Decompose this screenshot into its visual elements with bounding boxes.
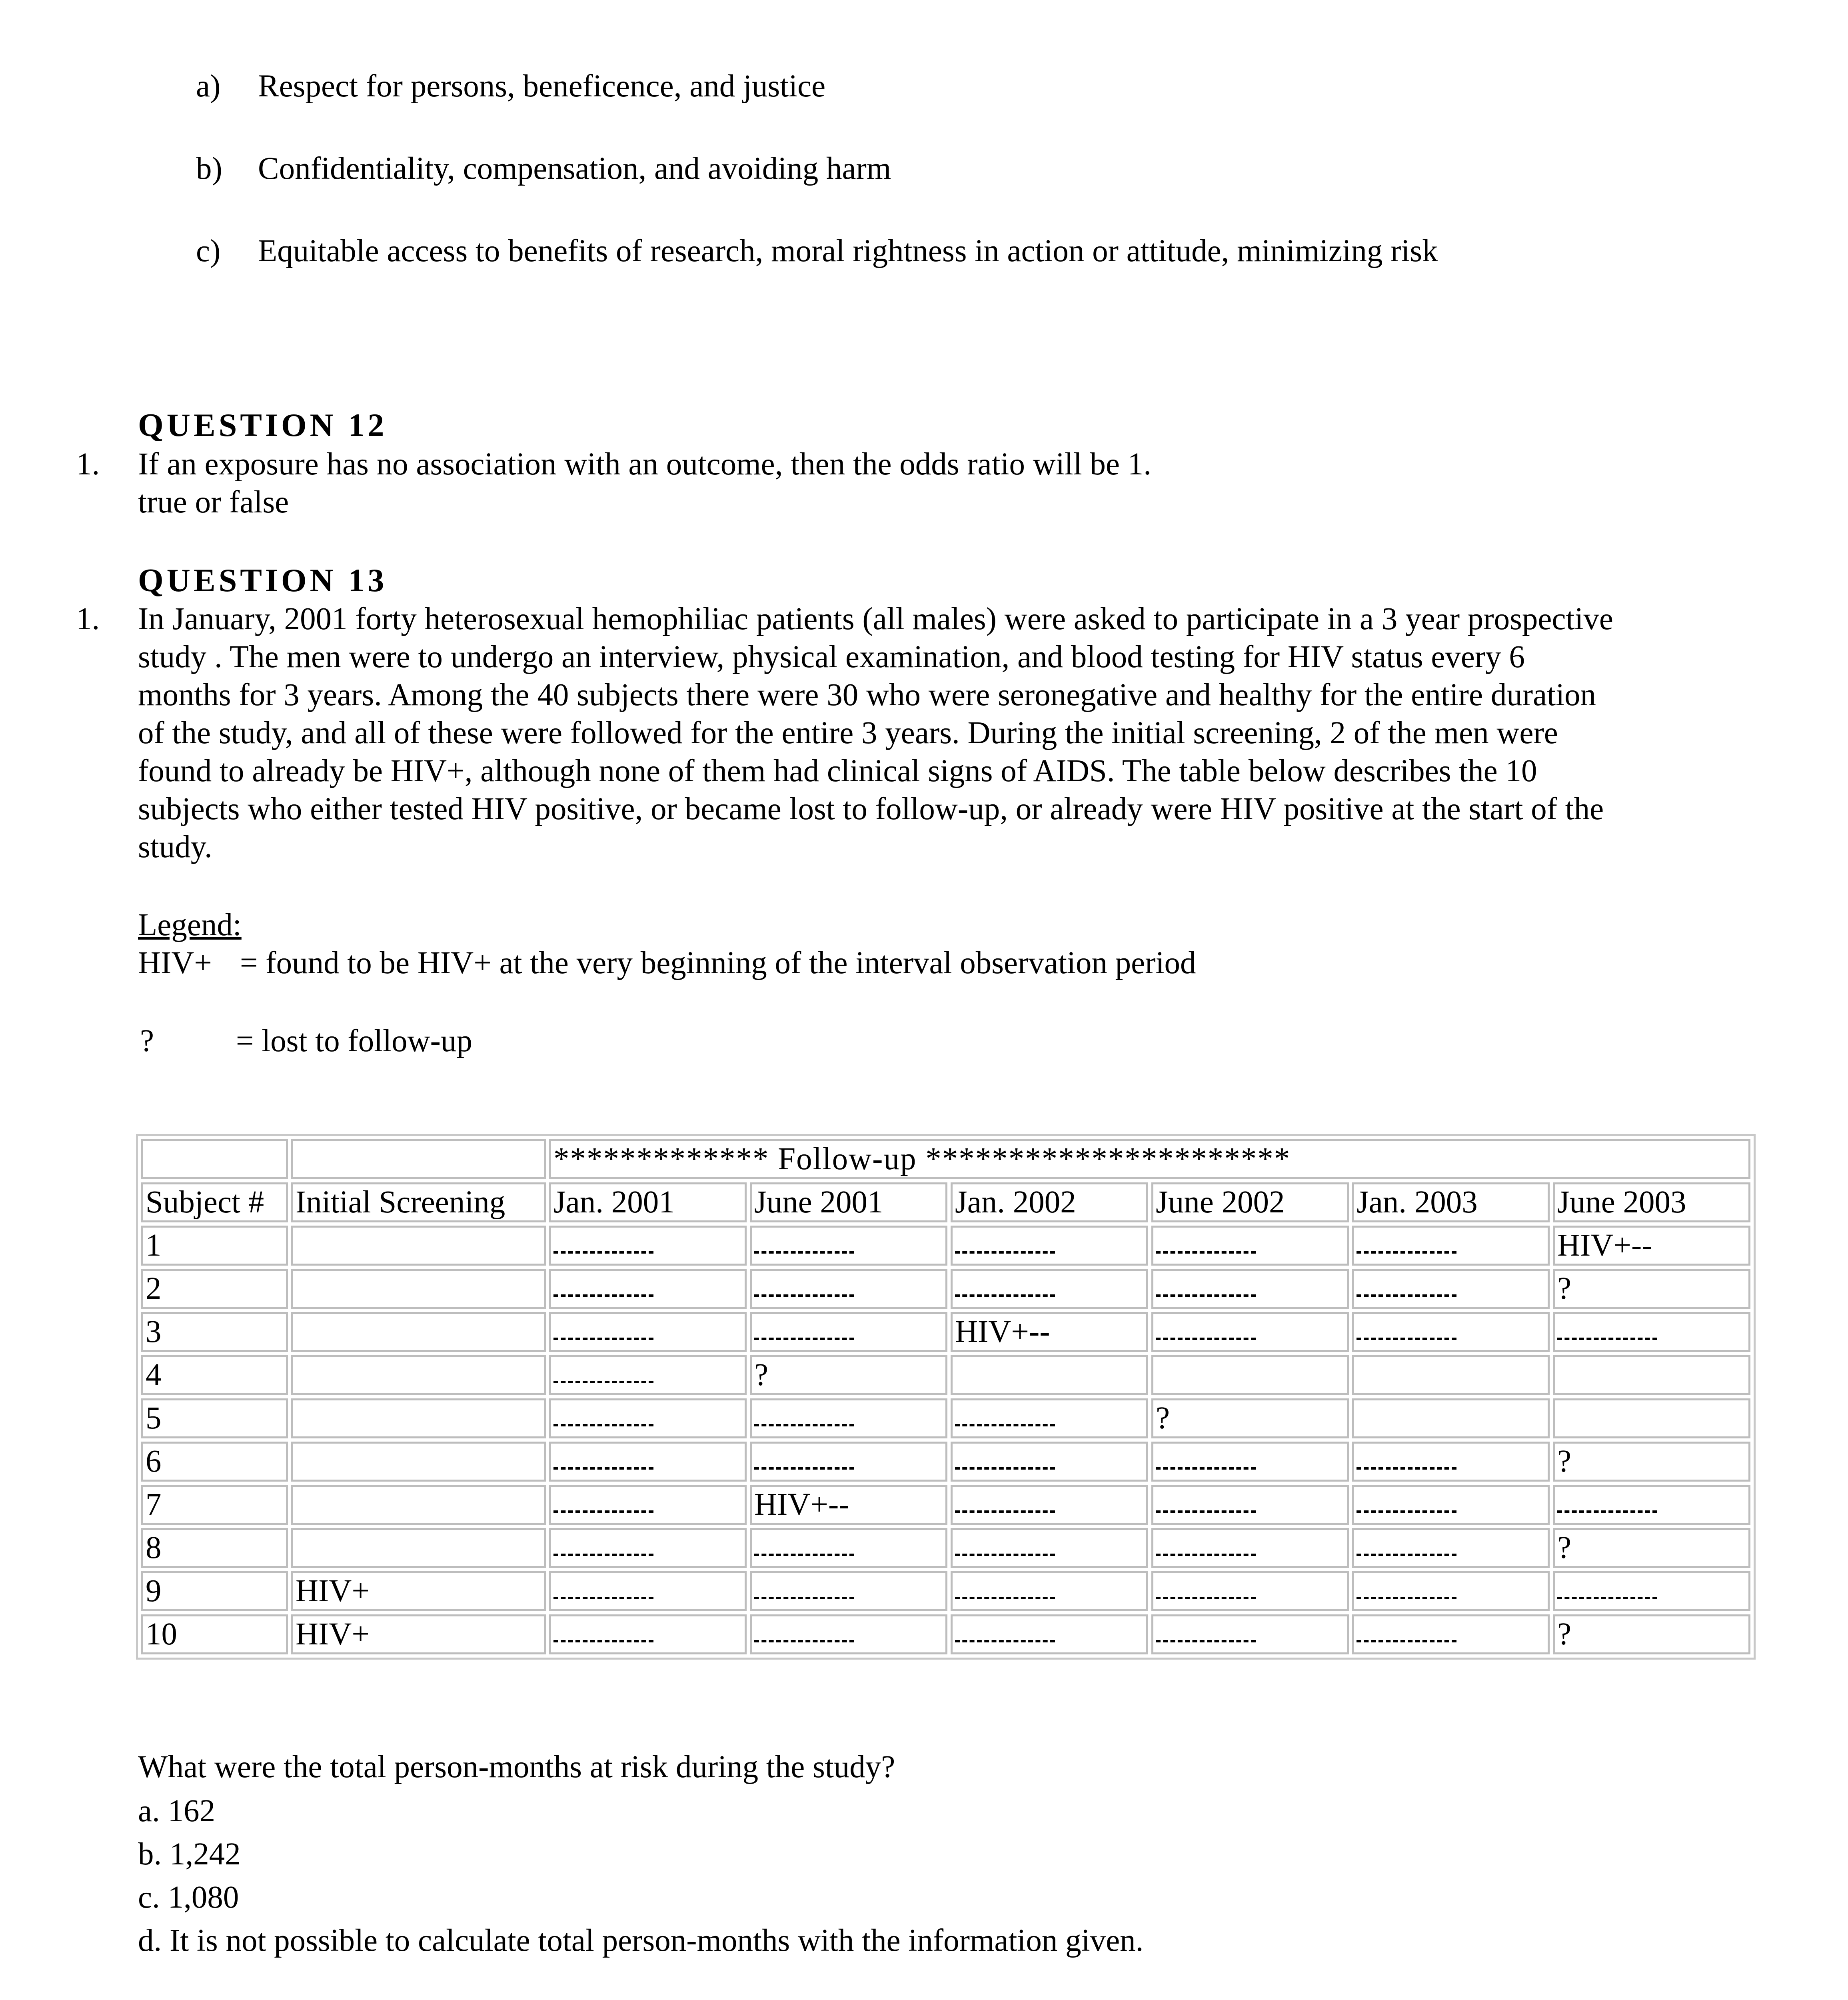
table-cell [1151, 1485, 1349, 1525]
table-cell [1553, 1312, 1750, 1352]
dashed-line [553, 1338, 653, 1340]
table-cell [291, 1442, 546, 1482]
table-cell: HIV+-- [951, 1312, 1148, 1352]
table-cell [750, 1442, 947, 1482]
dashed-line [553, 1381, 653, 1383]
column-header: Jan. 2003 [1352, 1182, 1550, 1222]
table-cell [1151, 1614, 1349, 1654]
dashed-line [754, 1251, 854, 1254]
table-cell [1352, 1528, 1550, 1568]
table-cell: 5 [141, 1398, 288, 1438]
dashed-line [754, 1554, 854, 1556]
table-cell: ? [1553, 1442, 1750, 1482]
paragraph-line: study. [138, 830, 212, 864]
table-cell [951, 1226, 1148, 1266]
dashed-line [754, 1424, 854, 1426]
table-cell [750, 1571, 947, 1611]
table-cell [549, 1355, 747, 1395]
table-cell [1352, 1355, 1550, 1395]
table-cell [291, 1485, 546, 1525]
dashed-line [1557, 1338, 1657, 1340]
table-cell [1352, 1614, 1550, 1654]
option-text: Respect for persons, beneficence, and justice [258, 69, 826, 104]
dashed-line [1357, 1510, 1456, 1513]
dashed-line [1156, 1338, 1256, 1340]
column-header: Initial Screening [291, 1182, 546, 1222]
table-cell [291, 1398, 546, 1438]
question-12-heading: QUESTION 12 [138, 407, 388, 443]
dashed-line [1357, 1338, 1456, 1340]
dashed-line [553, 1294, 653, 1297]
table-cell [549, 1614, 747, 1654]
table-cell: 2 [141, 1269, 288, 1309]
table-cell [1151, 1528, 1349, 1568]
option-text: Confidentiality, compensation, and avoiding harm [258, 151, 891, 186]
table-cell [1352, 1312, 1550, 1352]
column-header-row [141, 1182, 1750, 1222]
dashed-line [1156, 1251, 1256, 1254]
paragraph-line: subjects who either tested HIV positive, or became lost to follow-up, or already were HIV positive at the start of the [138, 792, 1604, 826]
option-letter: c) [196, 234, 221, 268]
dashed-line [955, 1510, 1055, 1513]
table-cell [951, 1528, 1148, 1568]
dashed-line [1357, 1597, 1456, 1599]
question-12-statement: If an exposure has no association with an outcome, then the odds ratio will be 1. [138, 447, 1151, 482]
table-cell [549, 1485, 747, 1525]
table-cell: 9 [141, 1571, 288, 1611]
legend-key-hiv: HIV+ [138, 946, 212, 980]
dashed-line [553, 1640, 653, 1642]
option-letter: b) [196, 151, 222, 186]
table-cell [1352, 1398, 1550, 1438]
table-cell [291, 1312, 546, 1352]
paragraph-line: In January, 2001 forty heterosexual hemophiliac patients (all males) were asked to participate in a 3 year prospective [138, 602, 1613, 636]
table-row [141, 1226, 1750, 1266]
table-cell [1151, 1226, 1349, 1266]
answer-option-a[interactable]: a. 162 [138, 1794, 216, 1828]
dashed-line [1357, 1467, 1456, 1470]
dashed-line [553, 1251, 653, 1254]
option-letter: a) [196, 69, 221, 104]
table-cell [750, 1614, 947, 1654]
dashed-line [1357, 1554, 1456, 1556]
table-cell [1553, 1485, 1750, 1525]
table-cell [951, 1614, 1148, 1654]
table-row [141, 1571, 1750, 1611]
dashed-line [1557, 1510, 1657, 1513]
table-row [141, 1528, 1750, 1568]
table-cell [1352, 1442, 1550, 1482]
column-header: June 2002 [1151, 1182, 1349, 1222]
table-cell [1553, 1571, 1750, 1611]
table-cell: 8 [141, 1528, 288, 1568]
table-cell [1151, 1442, 1349, 1482]
table-cell [951, 1571, 1148, 1611]
dashed-line [1156, 1294, 1256, 1297]
column-header: Jan. 2002 [951, 1182, 1148, 1222]
table-row [141, 1312, 1750, 1352]
table-cell [549, 1269, 747, 1309]
table-row [141, 1269, 1750, 1309]
table-row [141, 1355, 1750, 1395]
table-cell [549, 1528, 747, 1568]
dashed-line [553, 1554, 653, 1556]
dashed-line [1357, 1640, 1456, 1642]
dashed-line [1557, 1597, 1657, 1599]
table-cell [951, 1355, 1148, 1395]
dashed-line [955, 1467, 1055, 1470]
column-header: June 2003 [1553, 1182, 1750, 1222]
dashed-line [1357, 1251, 1456, 1254]
table-cell [1151, 1571, 1349, 1611]
table-cell [549, 1571, 747, 1611]
table-cell [549, 1442, 747, 1482]
table-cell [750, 1226, 947, 1266]
dashed-line [955, 1251, 1055, 1254]
paragraph-line: study . The men were to undergo an interview, physical examination, and blood testing for HIV status every 6 [138, 640, 1525, 674]
followup-header: ************* Follow-up ********************** [549, 1139, 1750, 1179]
followup-header-row [141, 1139, 1750, 1179]
table-cell: 1 [141, 1226, 288, 1266]
table-cell [1151, 1355, 1349, 1395]
table-cell [1352, 1485, 1550, 1525]
header-blank-cell [291, 1139, 546, 1179]
table-cell [951, 1442, 1148, 1482]
table-cell: HIV+-- [750, 1485, 947, 1525]
table-cell [750, 1312, 947, 1352]
option-text: Equitable access to benefits of research, moral rightness in action or attitude, minimizing risk [258, 234, 1438, 268]
table-cell [1553, 1398, 1750, 1438]
question-12-number: 1. [76, 447, 100, 482]
table-row [141, 1485, 1750, 1525]
table-cell [750, 1528, 947, 1568]
table-cell [291, 1528, 546, 1568]
table-cell [951, 1398, 1148, 1438]
answer-option-d[interactable]: d. It is not possible to calculate total person-months with the information given. [138, 1923, 1144, 1958]
legend-key-lost: ? [140, 1024, 154, 1058]
dashed-line [955, 1640, 1055, 1642]
table-cell: ? [1553, 1269, 1750, 1309]
table-cell: 3 [141, 1312, 288, 1352]
legend-title: Legend: [138, 908, 242, 942]
table-cell [1553, 1355, 1750, 1395]
question-13-number: 1. [76, 602, 100, 636]
dashed-line [754, 1338, 854, 1340]
dashed-line [1156, 1597, 1256, 1599]
dashed-line [553, 1424, 653, 1426]
dashed-line [1156, 1510, 1256, 1513]
table-cell: HIV+ [291, 1571, 546, 1611]
table-cell [750, 1398, 947, 1438]
dashed-line [553, 1510, 653, 1513]
column-header: Jan. 2001 [549, 1182, 747, 1222]
paragraph-line: found to already be HIV+, although none of them had clinical signs of AIDS. The table below describes the 10 [138, 754, 1537, 788]
dashed-line [754, 1597, 854, 1599]
legend-text-lost: = lost to follow-up [236, 1024, 472, 1058]
dashed-line [955, 1294, 1055, 1297]
question-12-choices: true or false [138, 485, 289, 520]
table-cell [291, 1226, 546, 1266]
table-row [141, 1614, 1750, 1654]
dashed-line [1156, 1467, 1256, 1470]
table-cell: ? [1553, 1528, 1750, 1568]
table-cell: HIV+ [291, 1614, 546, 1654]
dashed-line [955, 1597, 1055, 1599]
answer-option-b[interactable]: b. 1,242 [138, 1837, 241, 1872]
question-13-heading: QUESTION 13 [138, 562, 388, 598]
table-cell: ? [1151, 1398, 1349, 1438]
dashed-line [955, 1554, 1055, 1556]
table-cell: HIV+-- [1553, 1226, 1750, 1266]
table-cell [951, 1269, 1148, 1309]
table-cell [549, 1312, 747, 1352]
column-header: June 2001 [750, 1182, 947, 1222]
table-cell [549, 1226, 747, 1266]
dashed-line [754, 1640, 854, 1642]
table-cell [750, 1269, 947, 1309]
column-header: Subject # [141, 1182, 288, 1222]
header-blank-cell [141, 1139, 288, 1179]
legend-text-hiv: = found to be HIV+ at the very beginning of the interval observation period [240, 946, 1196, 980]
table-cell: ? [1553, 1614, 1750, 1654]
paragraph-line: of the study, and all of these were followed for the entire 3 years. During the initial screening, 2 of the men were [138, 716, 1558, 750]
table-cell [291, 1355, 546, 1395]
dashed-line [1156, 1640, 1256, 1642]
question-13-prompt: What were the total person-months at risk during the study? [138, 1750, 895, 1784]
answer-option-c[interactable]: c. 1,080 [138, 1880, 239, 1915]
table-cell [951, 1485, 1148, 1525]
table-row [141, 1398, 1750, 1438]
table-cell [1151, 1312, 1349, 1352]
dashed-line [1156, 1554, 1256, 1556]
dashed-line [754, 1294, 854, 1297]
table-row [141, 1442, 1750, 1482]
table-cell [1352, 1269, 1550, 1309]
follow-up-table [136, 1134, 1756, 1660]
table-cell: 7 [141, 1485, 288, 1525]
dashed-line [754, 1467, 854, 1470]
table-cell [1352, 1571, 1550, 1611]
table-cell: 10 [141, 1614, 288, 1654]
table-cell: ? [750, 1355, 947, 1395]
dashed-line [553, 1597, 653, 1599]
table-cell [291, 1269, 546, 1309]
table-cell [1352, 1226, 1550, 1266]
dashed-line [955, 1424, 1055, 1426]
paragraph-line: months for 3 years. Among the 40 subjects there were 30 who were seronegative and healthy for the entire duration [138, 678, 1596, 712]
table-cell: 4 [141, 1355, 288, 1395]
dashed-line [1357, 1294, 1456, 1297]
table-cell: 6 [141, 1442, 288, 1482]
dashed-line [553, 1467, 653, 1470]
table-cell [549, 1398, 747, 1438]
table-cell [1151, 1269, 1349, 1309]
